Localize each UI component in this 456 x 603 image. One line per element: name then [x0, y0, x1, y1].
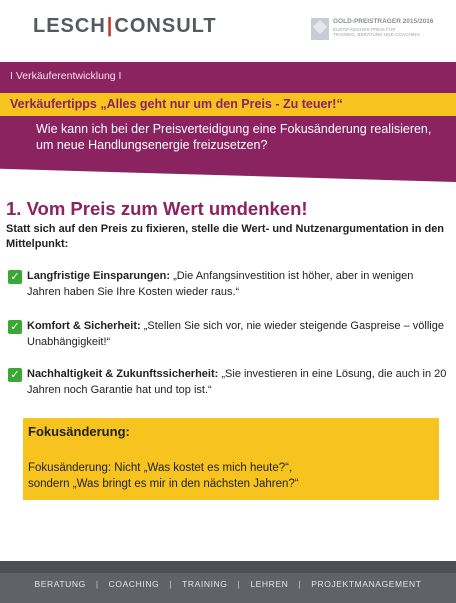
- footer-link-training[interactable]: TRAINING: [182, 579, 228, 589]
- footer-link-beratung[interactable]: BERATUNG: [34, 579, 86, 589]
- list-item-quote: „Sie investieren in eine Lösung, die auch in 20 Jahren noch Garantie hat und top ist.“: [27, 368, 447, 396]
- award-badge: [311, 18, 441, 44]
- award-subtitle: EUROPÄISCHER PREIS FÜR TRAINING, BERATUNG UND COACHING: [333, 27, 420, 38]
- checkmark-icon: ✓: [8, 368, 22, 382]
- list-item-text: [27, 268, 447, 300]
- checkmark-icon: ✓: [8, 320, 22, 334]
- category-label: I Verkäuferentwicklung I: [10, 70, 122, 82]
- header: [0, 0, 456, 62]
- footer: [0, 561, 456, 603]
- list-item-quote: „Die Anfangsinvestition ist höher, aber in wenigen Jahren haben Sie Ihre Kosten wieder raus.“: [27, 270, 414, 298]
- footer-separator: |: [169, 579, 173, 589]
- focus-box-line-1: Fokusänderung: Nicht „Was kostet es mich heute?“,: [28, 462, 293, 474]
- footer-link-projektmanagement[interactable]: PROJEKTMANAGEMENT: [311, 579, 422, 589]
- footer-nav: [0, 579, 456, 589]
- logo-consult: CONSULT: [114, 15, 217, 37]
- tips-banner: [0, 93, 456, 116]
- list-item: [8, 318, 448, 352]
- focus-box: [23, 418, 439, 500]
- list-item: [8, 366, 448, 400]
- tips-title: Verkäufertipps „Alles geht nur um den Preis - Zu teuer!“: [10, 97, 343, 111]
- intro-text: Statt sich auf den Preis zu fixieren, stelle die Wert- und Nutzenargumentation in den Mittelpunkt:: [6, 223, 445, 250]
- lead-question: Wie kann ich bei der Preisverteidigung eine Fokusänderung realisieren, um neue Handlungsenergie freizusetzen?: [36, 122, 432, 152]
- list-item-title: Komfort & Sicherheit:: [27, 320, 141, 332]
- footer-separator: |: [237, 579, 241, 589]
- footer-separator: |: [298, 579, 302, 589]
- list-item-text: [27, 318, 447, 350]
- footer-strip: [0, 561, 456, 573]
- list-item: [8, 268, 448, 302]
- footer-link-lehren[interactable]: LEHREN: [250, 579, 289, 589]
- award-title: GOLD-PREISTRÄGER 2015/2016: [333, 18, 434, 25]
- focus-box-title: Fokusänderung:: [28, 424, 130, 439]
- logo[interactable]: [33, 15, 217, 38]
- list-item-text: [27, 366, 447, 398]
- section-heading: 1. Vom Preis zum Wert umdenken!: [6, 198, 308, 219]
- focus-box-line-2: sondern „Was bringt es mir in den nächsten Jahren?“: [28, 478, 299, 490]
- checkmark-icon: ✓: [8, 270, 22, 284]
- award-icon: [311, 18, 329, 40]
- logo-separator: |: [106, 15, 114, 37]
- list-item-title: Nachhaltigkeit & Zukunftssicherheit:: [27, 368, 219, 380]
- footer-separator: |: [95, 579, 99, 589]
- list-item-title: Langfristige Einsparungen:: [27, 270, 171, 282]
- logo-lesch: LESCH: [33, 15, 106, 37]
- footer-link-coaching[interactable]: COACHING: [108, 579, 160, 589]
- list-item-quote: „Stellen Sie sich vor, nie wieder steigende Gaspreise – völlige Unabhängigkeit!“: [27, 320, 444, 348]
